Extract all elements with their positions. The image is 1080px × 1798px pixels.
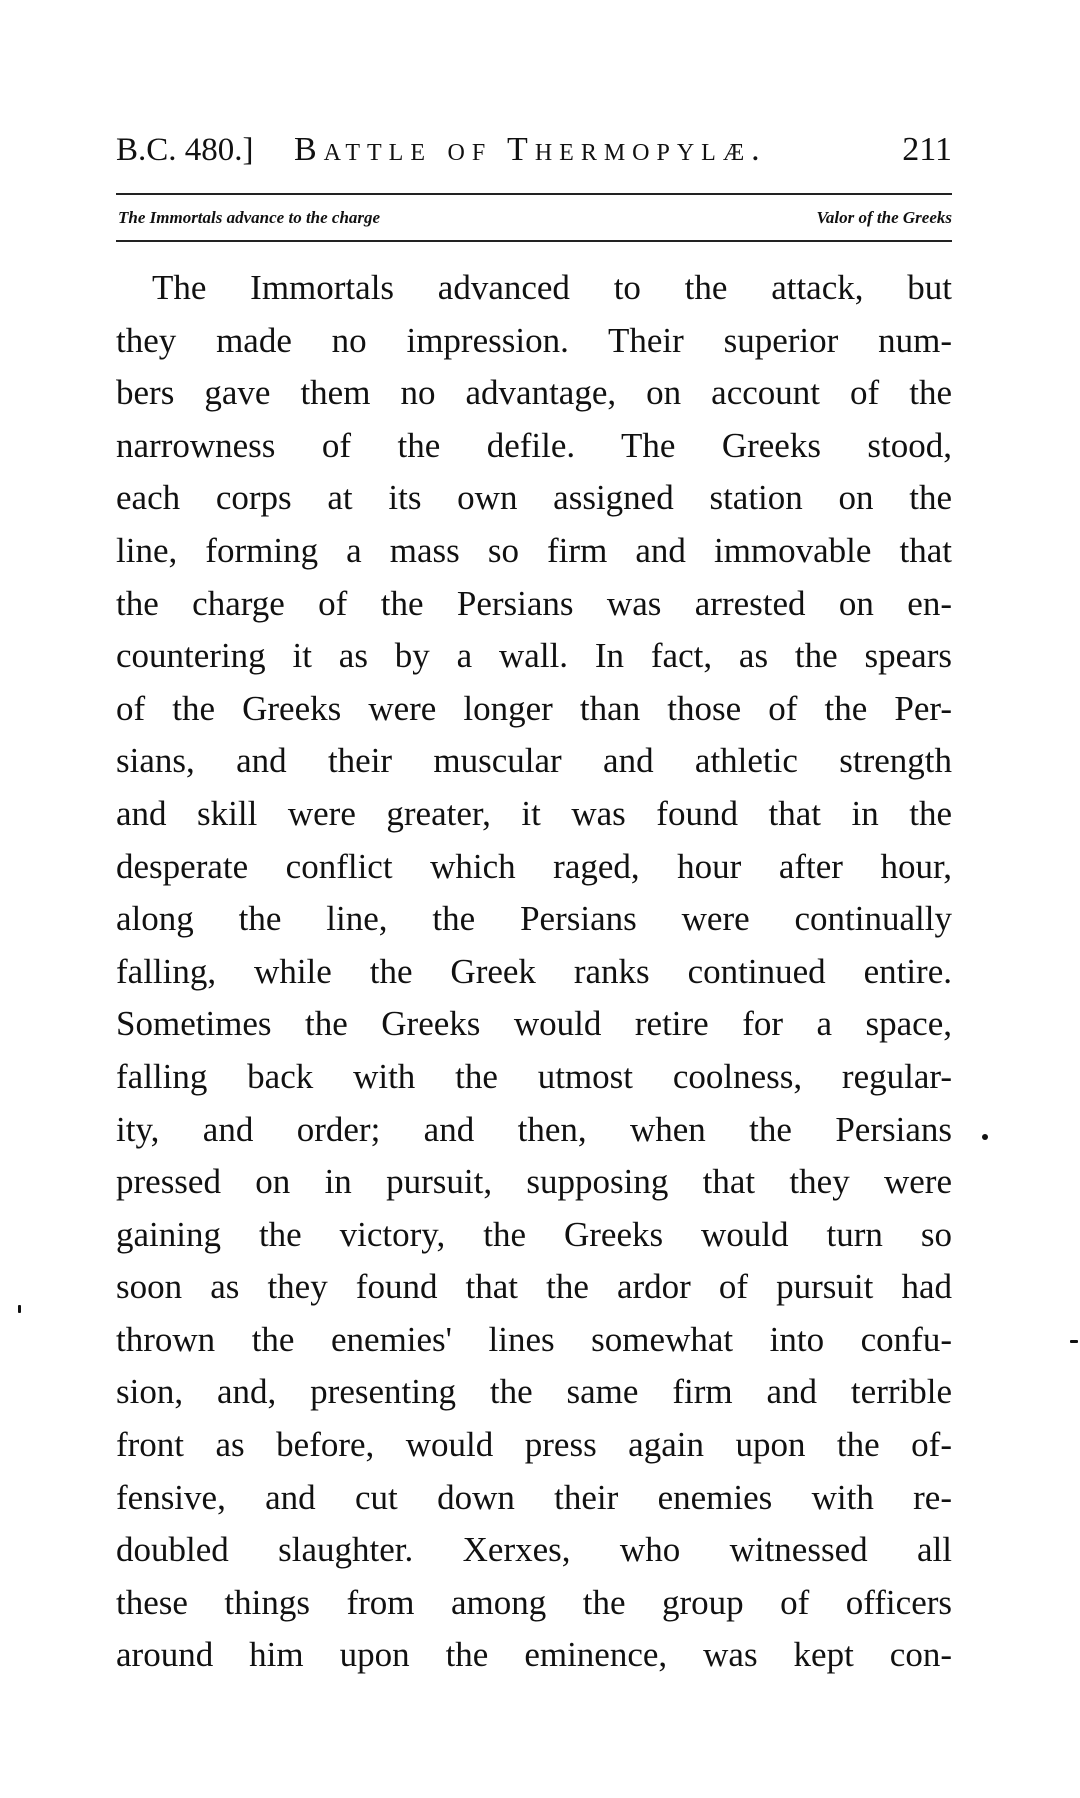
- body-line: pressed on in pursuit, supposing that they were: [116, 1162, 952, 1202]
- body-line: around him upon the eminence, was kept con-: [116, 1635, 952, 1675]
- ink-speck: [1070, 1340, 1078, 1343]
- body-line: desperate conflict which raged, hour after hour,: [116, 846, 952, 886]
- body-line: these things from among the group of officers: [116, 1582, 952, 1622]
- ink-speck: [18, 1305, 21, 1313]
- body-line: along the line, the Persians were continually: [116, 899, 952, 939]
- body-line: sion, and, presenting the same firm and terrible: [116, 1372, 952, 1412]
- body-text: [116, 262, 952, 1682]
- body-line: narrowness of the defile. The Greeks stood,: [116, 425, 952, 465]
- body-line: each corps at its own assigned station on the: [116, 478, 952, 518]
- body-line: bers gave them no advantage, on account of the: [116, 373, 952, 413]
- header-rule-bottom: [116, 240, 952, 242]
- body-line: Sometimes the Greeks would retire for a space,: [116, 1004, 952, 1044]
- body-line: falling, while the Greek ranks continued entire.: [116, 951, 952, 991]
- body-line: countering it as by a wall. In fact, as the spears: [116, 636, 952, 676]
- body-line: thrown the enemies' lines somewhat into confu-: [116, 1319, 952, 1359]
- body-line: they made no impression. Their superior num-: [116, 320, 952, 360]
- body-line: ity, and order; and then, when the Persians: [116, 1109, 952, 1149]
- body-line: falling back with the utmost coolness, regular-: [116, 1056, 952, 1096]
- body-line: and skill were greater, it was found that in the: [116, 793, 952, 833]
- body-line: doubled slaughter. Xerxes, who witnessed all: [116, 1530, 952, 1570]
- page-number: 211: [902, 131, 952, 168]
- running-head: [116, 128, 952, 178]
- body-line: soon as they found that the ardor of pursuit had: [116, 1267, 952, 1307]
- header-rule-top: [116, 193, 952, 195]
- body-line: the charge of the Persians was arrested on en-: [116, 583, 952, 623]
- subhead-right: Valor of the Greeks: [816, 208, 952, 227]
- body-line: of the Greeks were longer than those of the Per-: [116, 688, 952, 728]
- body-line: gaining the victory, the Greeks would turn so: [116, 1214, 952, 1254]
- body-line: fensive, and cut down their enemies with re-: [116, 1477, 952, 1517]
- running-head-title: Battle of Thermopylæ.: [294, 131, 767, 168]
- body-line: line, forming a mass so firm and immovable that: [116, 530, 952, 570]
- marginal-subheads: [116, 204, 952, 234]
- subhead-left: The Immortals advance to the charge: [118, 208, 381, 227]
- body-line: The Immortals advanced to the attack, but: [152, 268, 952, 307]
- ink-speck: [982, 1134, 988, 1140]
- body-line: front as before, would press again upon the of-: [116, 1425, 952, 1465]
- body-line: sians, and their muscular and athletic strength: [116, 741, 952, 781]
- running-head-date: B.C. 480.]: [116, 132, 254, 168]
